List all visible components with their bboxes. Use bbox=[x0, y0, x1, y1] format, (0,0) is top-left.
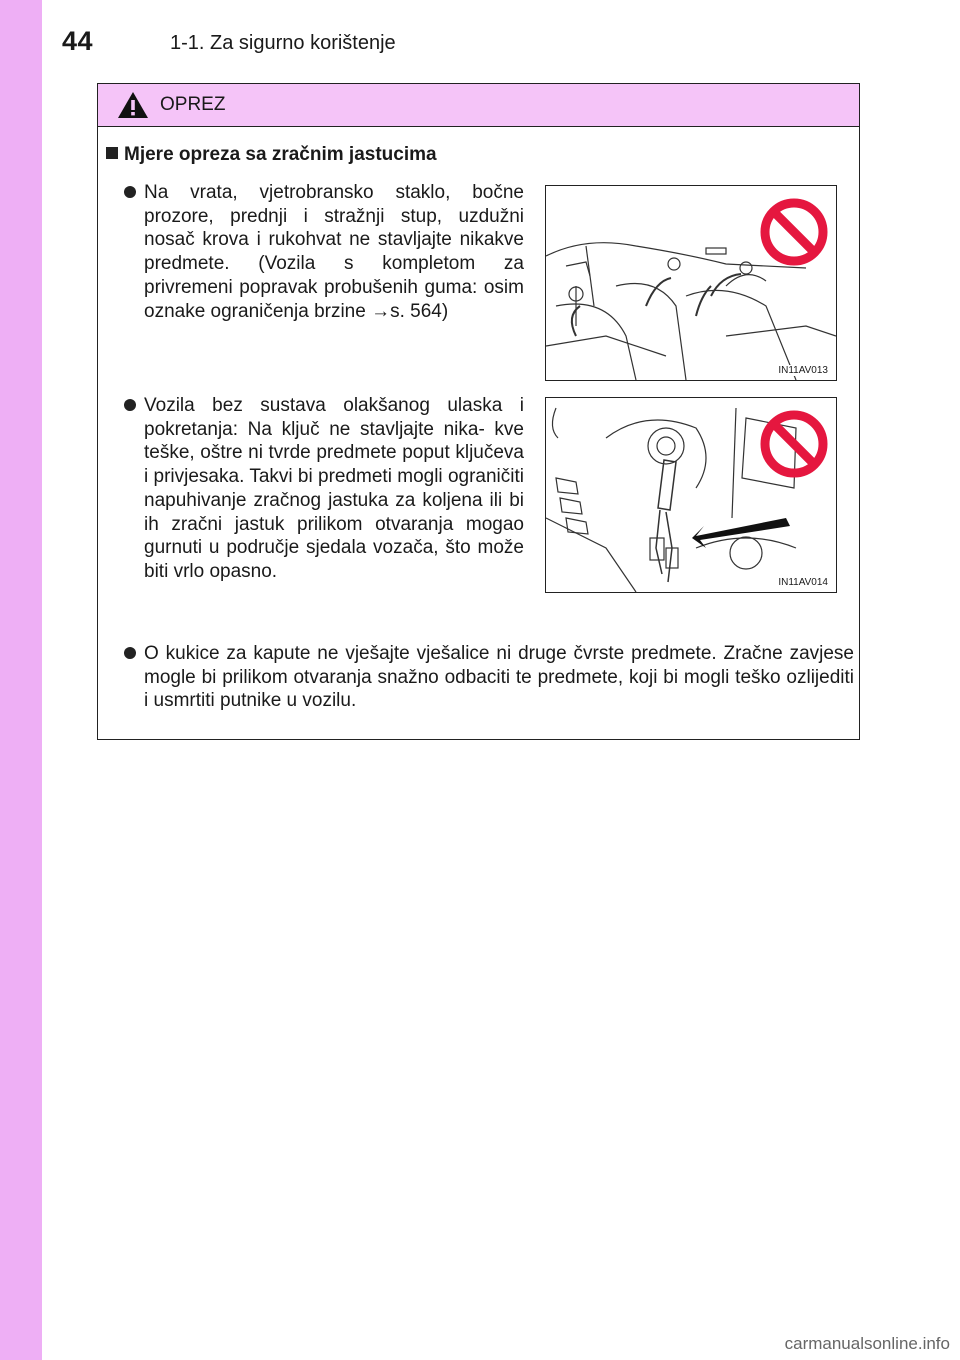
warning-triangle-icon bbox=[116, 90, 150, 120]
caution-subheading: Mjere opreza sa zračnim jastucima bbox=[106, 144, 437, 166]
caution-item-2: Vozila bez sustava olakšanog ulaska i pokretanja: Na ključ ne stavljajte nika- kve teške, oštre ni tvrde predmete poput ključeva i privjesaka. Takvi bi predmeti mogli ograničiti napuhivanje zračnog jastuka za koljena ili bi ih zračni jastuk prilikom otvaranja mogao gurnuti u područje sjedala vozača, što može biti vrlo opasno. bbox=[144, 394, 524, 584]
caution-header bbox=[98, 84, 859, 127]
page-number: 44 bbox=[62, 26, 94, 56]
footer-watermark-url[interactable]: carmanualsonline.info bbox=[784, 1334, 950, 1353]
figure-ignition-key bbox=[545, 397, 837, 593]
round-bullet-icon bbox=[124, 186, 136, 198]
prohibited-icon bbox=[758, 196, 830, 268]
round-bullet-icon bbox=[124, 647, 136, 659]
square-bullet-icon bbox=[106, 147, 118, 159]
side-color-bar bbox=[0, 0, 42, 1360]
figure-code: IN11AV013 bbox=[778, 365, 828, 376]
caution-item-1: Na vrata, vjetrobransko staklo, bočne prozore, prednji i stražnji stup, uzdužni nosač krova i rukohvat ne stavljajte nikakve predmete. (Vozila s kompletom za privremeni popravak probušenih guma: osim oznake ograničenja brzine →s. 564) bbox=[144, 181, 524, 323]
caution-box bbox=[97, 83, 860, 740]
figure-interior-pillars bbox=[545, 185, 837, 381]
caution-item-3: O kukice za kapute ne vješajte vješalice ni druge čvrste predmete. Zračne zavjese mogle bi prilikom otvaranja snažno odbaciti te predmete, koji bi mogli teško ozlijediti i usmrtiti putnike u vozilu. bbox=[144, 642, 854, 713]
section-title: 1-1. Za sigurno korištenje bbox=[170, 32, 396, 54]
figure-code: IN11AV014 bbox=[778, 577, 828, 588]
prohibited-icon bbox=[758, 408, 830, 480]
caution-label: OPREZ bbox=[160, 94, 226, 115]
round-bullet-icon bbox=[124, 399, 136, 411]
